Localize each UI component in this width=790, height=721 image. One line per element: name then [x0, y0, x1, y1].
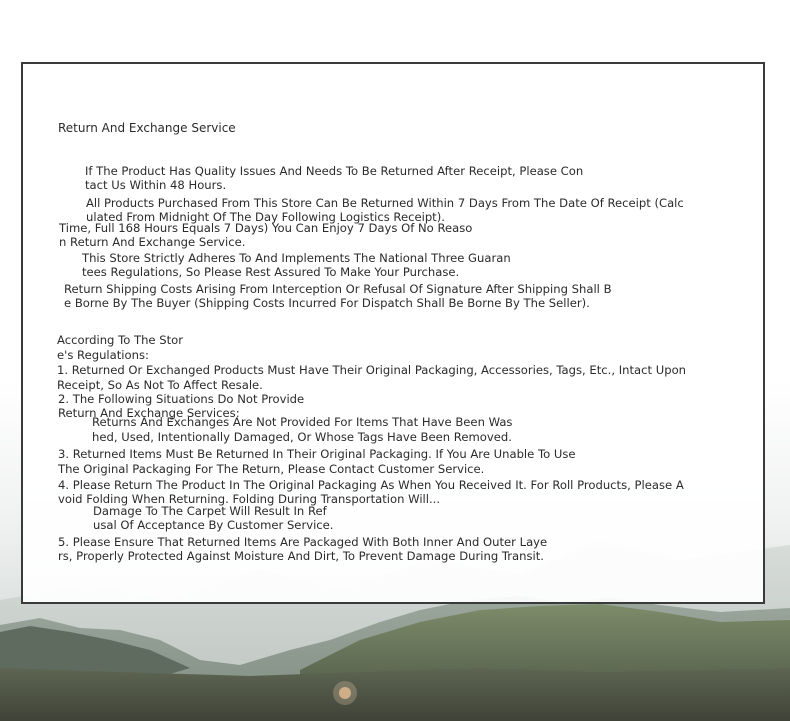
text-line: tact Us Within 48 Hours.: [85, 178, 227, 192]
text-line: The Original Packaging For The Return, Please Contact Customer Service.: [58, 462, 485, 476]
text-line: 5. Please Ensure That Returned Items Are Packaged With Both Inner And Outer Laye: [58, 535, 548, 549]
text-line: e's Regulations:: [57, 348, 149, 362]
text-line: This Store Strictly Adheres To And Implements The National Three Guaran: [82, 251, 511, 265]
text-line: 4. Please Return The Product In The Original Packaging As When You Received It. For Roll Products, Please A: [58, 478, 684, 492]
text-line: Time, Full 168 Hours Equals 7 Days) You Can Enjoy 7 Days Of No Reaso: [59, 221, 473, 235]
text-line: Damage To The Carpet Will Result In Ref: [93, 504, 327, 518]
text-line: 3. Returned Items Must Be Returned In Their Original Packaging. If You Are Unable To Use: [58, 447, 576, 461]
text-line: rs, Properly Protected Against Moisture And Dirt, To Prevent Damage During Transit.: [58, 549, 544, 563]
text-line: Returns And Exchanges Are Not Provided For Items That Have Been Was: [92, 415, 513, 429]
text-line: tees Regulations, So Please Rest Assured To Make Your Purchase.: [82, 265, 460, 279]
section-title: Return And Exchange Service: [58, 121, 236, 135]
text-line: e Borne By The Buyer (Shipping Costs Incurred For Dispatch Shall Be Borne By The Seller).: [64, 296, 590, 310]
text-line: Return Shipping Costs Arising From Interception Or Refusal Of Signature After Shipping Shall B: [64, 282, 612, 296]
text-line: Return And Exchange Services:: [58, 406, 240, 420]
text-line: n Return And Exchange Service.: [59, 235, 246, 249]
ground: [0, 668, 790, 721]
text-line: 2. The Following Situations Do Not Provide: [58, 392, 305, 406]
text-line: ulated From Midnight Of The Day Following Logistics Receipt).: [86, 210, 445, 224]
text-line: void Folding When Returning. Folding During Transportation Will...: [58, 492, 441, 506]
text-line: All Products Purchased From This Store Can Be Returned Within 7 Days From The Date Of Receipt (Calc: [86, 196, 684, 210]
text-line: usal Of Acceptance By Customer Service.: [93, 518, 334, 532]
text-line: Receipt, So As Not To Affect Resale.: [57, 378, 263, 392]
text-line: 1. Returned Or Exchanged Products Must Have Their Original Packaging, Accessories, Tags, Etc., Intact Upon: [57, 363, 687, 377]
text-line: hed, Used, Intentionally Damaged, Or Whose Tags Have Been Removed.: [92, 430, 512, 444]
text-line: According To The Stor: [57, 333, 184, 347]
text-line: If The Product Has Quality Issues And Needs To Be Returned After Receipt, Please Con: [85, 164, 584, 178]
